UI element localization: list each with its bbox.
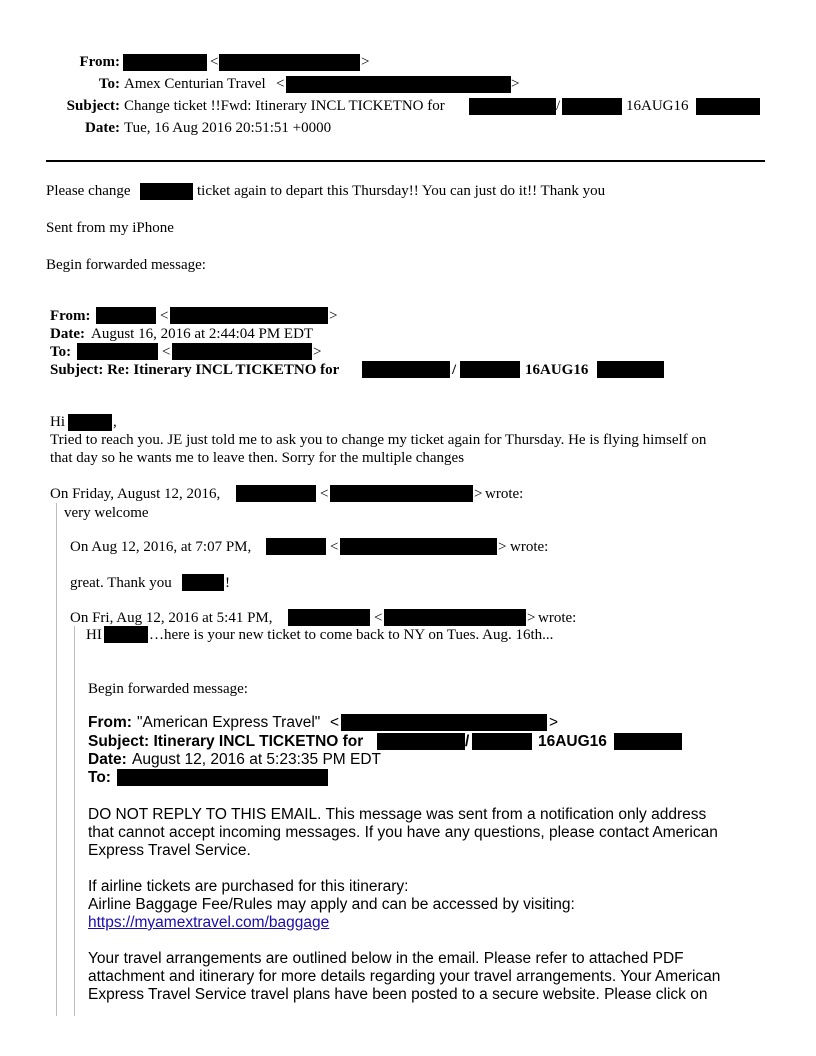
redacted-block [219, 54, 360, 71]
to-label: To: [98, 76, 120, 92]
fwd2-p1-line-1: DO NOT REPLY TO THIS EMAIL. This message was sent from a notification only address [88, 806, 707, 823]
redacted-block [377, 733, 465, 750]
angle-bracket: < [374, 610, 383, 626]
redacted-block [330, 485, 473, 502]
quote3-intro-a: On Fri, Aug 12, 2016 at 5:41 PM, [70, 610, 273, 626]
subject-label: Subject: [66, 98, 120, 114]
fwd2-p2-line-1: If airline tickets are purchased for this itinerary: [88, 878, 409, 895]
to-value: Amex Centurian Travel [124, 76, 266, 92]
redacted-block [182, 574, 224, 591]
fwd1-date-label: Date: [50, 326, 85, 342]
angle-bracket: < [162, 344, 171, 360]
redacted-block [472, 733, 532, 750]
angle-bracket: < [276, 76, 285, 92]
subject-value: Change ticket !!Fwd: Itinerary INCL TICKETNO for [124, 98, 445, 114]
angle-bracket: < [330, 539, 339, 555]
redacted-block [96, 307, 156, 324]
date-value: Tue, 16 Aug 2016 20:51:51 +0000 [124, 120, 332, 136]
angle-bracket: > [549, 714, 559, 731]
angle-bracket: > [474, 486, 483, 502]
angle-bracket: > [313, 344, 322, 360]
fwd1-subject-date-code: 16AUG16 [525, 362, 589, 378]
fwd1-to-label: To: [50, 344, 72, 360]
slash: / [452, 362, 457, 378]
redacted-block [614, 733, 682, 750]
quote1-intro-a: On Friday, August 12, 2016, [50, 486, 221, 502]
quote2-reply-b: ! [225, 575, 230, 591]
fwd2-from-value: "American Express Travel" [137, 714, 321, 731]
redacted-block [562, 98, 622, 115]
redacted-block [170, 307, 328, 324]
fwd2-to-label: To: [88, 769, 111, 786]
from-label: From: [79, 54, 120, 70]
fwd2-from-label: From: [88, 714, 132, 731]
date-label: Date: [85, 120, 120, 136]
redacted-block [77, 343, 158, 360]
fwd1-greeting: Hi [50, 414, 65, 430]
redacted-block [597, 361, 664, 378]
quote3-begin-forwarded: Begin forwarded message: [88, 681, 248, 697]
body-line-1a: Please change [46, 183, 131, 199]
quote3-line-b: …here is your new ticket to come back to NY on Tues. Aug. 16th... [149, 627, 554, 643]
fwd2-subject-date-code: 16AUG16 [538, 733, 607, 750]
quote-bar-1 [56, 503, 57, 1016]
fwd2-p3-line-1: Your travel arrangements are outlined below in the email. Please refer to attached PDF [88, 950, 684, 967]
quote1-reply: very welcome [64, 505, 149, 521]
fwd1-paragraph-line-1: Tried to reach you. JE just told me to ask you to change my ticket again for Thursday. He is flying himself on [50, 432, 707, 448]
quote2-intro-a: On Aug 12, 2016, at 7:07 PM, [70, 539, 252, 555]
angle-bracket: < [160, 308, 169, 324]
redacted-block [696, 98, 760, 115]
quote3-line-a: HI [86, 627, 102, 643]
redacted-block [68, 414, 112, 431]
redacted-block [340, 538, 497, 555]
redacted-block [286, 76, 511, 93]
redacted-block [460, 361, 520, 378]
fwd2-p3-line-3: Express Travel Service travel plans have been posted to a secure website. Please click on [88, 986, 708, 1003]
angle-bracket: < [330, 714, 340, 731]
fwd1-date-value: August 16, 2016 at 2:44:04 PM EDT [91, 326, 314, 342]
quote-bar-2 [74, 626, 75, 1016]
fwd2-p3-line-2: attachment and itinerary for more details regarding your travel arrangements. Your American [88, 968, 721, 985]
slash: / [556, 98, 561, 114]
fwd2-date-value: August 12, 2016 at 5:23:35 PM EDT [132, 751, 382, 768]
fwd1-paragraph-line-2: that day so he wants me to leave then. Sorry for the multiple changes [50, 450, 465, 466]
redacted-block [469, 98, 556, 115]
header-divider [46, 160, 765, 162]
redacted-block [384, 609, 526, 626]
fwd1-subject: Subject: Re: Itinerary INCL TICKETNO for [50, 362, 340, 378]
redacted-block [362, 361, 450, 378]
signature-line: Sent from my iPhone [46, 220, 174, 236]
angle-bracket: > [498, 539, 507, 555]
baggage-link[interactable]: https://myamextravel.com/baggage [88, 914, 330, 931]
fwd2-p1-line-3: Express Travel Service. [88, 842, 251, 859]
redacted-block [117, 769, 328, 786]
fwd2-subject: Subject: Itinerary INCL TICKETNO for [88, 733, 364, 750]
quote3-intro-b: wrote: [538, 610, 577, 626]
quote1-intro-b: wrote: [485, 486, 524, 502]
angle-bracket: < [320, 486, 329, 502]
forward-notice: Begin forwarded message: [46, 257, 206, 273]
angle-bracket: > [361, 54, 370, 70]
fwd2-date-label: Date: [88, 751, 127, 768]
redacted-block [104, 626, 148, 643]
fwd1-from-label: From: [50, 308, 91, 324]
subject-date-code: 16AUG16 [626, 98, 689, 114]
redacted-block [123, 54, 207, 71]
slash: / [465, 733, 470, 750]
redacted-block [341, 714, 547, 731]
angle-bracket: < [210, 54, 219, 70]
redacted-block [266, 538, 326, 555]
quote2-intro-b: wrote: [510, 539, 549, 555]
redacted-block [288, 609, 370, 626]
redacted-block [172, 343, 312, 360]
fwd2-p1-line-2: that cannot accept incoming messages. If you have any questions, please contact American [88, 824, 718, 841]
redacted-block [140, 183, 193, 200]
fwd2-p2-line-2: Airline Baggage Fee/Rules may apply and can be accessed by visiting: [88, 896, 575, 913]
body-line-1b: ticket again to depart this Thursday!! You can just do it!! Thank you [197, 183, 606, 199]
quote2-reply-a: great. Thank you [70, 575, 172, 591]
angle-bracket: > [511, 76, 520, 92]
angle-bracket: > [329, 308, 338, 324]
email-printout: From: < > To: Amex Centurian Travel < > Subject: Change ticket !!Fwd: Itinerary INCL TICKETNO for / 16AUG16 Date: Tue, 16 Aug 2016 20:51:51 +0000 Please change ticket again to depart this Thursday!! You can just do it!! Thank you Sent from my iPhone Begin forwarded message: From: < > Date: August 16, 2016 at 2:44:04 PM EDT To: < > Subject: Re: Itinerary INCL TICKETNO for / 16AUG16 Hi , Tried to reach you. JE just told me to ask you to change my ticket again for Thursday. He is flying himself on that day so he wants me to leave then. Sorry for the multiple changes On Friday, August 12, 2016, < > wrote: very welcome On Aug 12, 2016, at 7:07 PM, < > wrote: great. Thank you ! On Fri, Aug 12, 2016 at 5:41 PM, < > wrote: HI …here is your new ticket to come back to NY on Tues. Aug. 16th... Begin forwarded message: From: "American Express Travel" < > Subject: Itinerary INCL TICKETNO for / 16AUG16 Date: August 12, 2016 at 5:23:35 PM EDT To: DO NOT REPLY TO THIS EMAIL. This message was sent from a notification only address that cannot accept incoming messages. If you have any questions, please contact American Express Travel Service. If airline tickets are purchased for this itinerary: Airline Baggage Fee/Rules may apply and can be accessed by visiting: https://myamextravel.com/baggage Your travel arrangements are outlined below in the email. Please refer to attached PDF attachment and itinerary for more details regarding your travel arrangements. Your American Express Travel Service travel plans have been posted to a secure website. Please click on [0, 0, 816, 1056]
redacted-block [236, 485, 316, 502]
angle-bracket: > [527, 610, 536, 626]
